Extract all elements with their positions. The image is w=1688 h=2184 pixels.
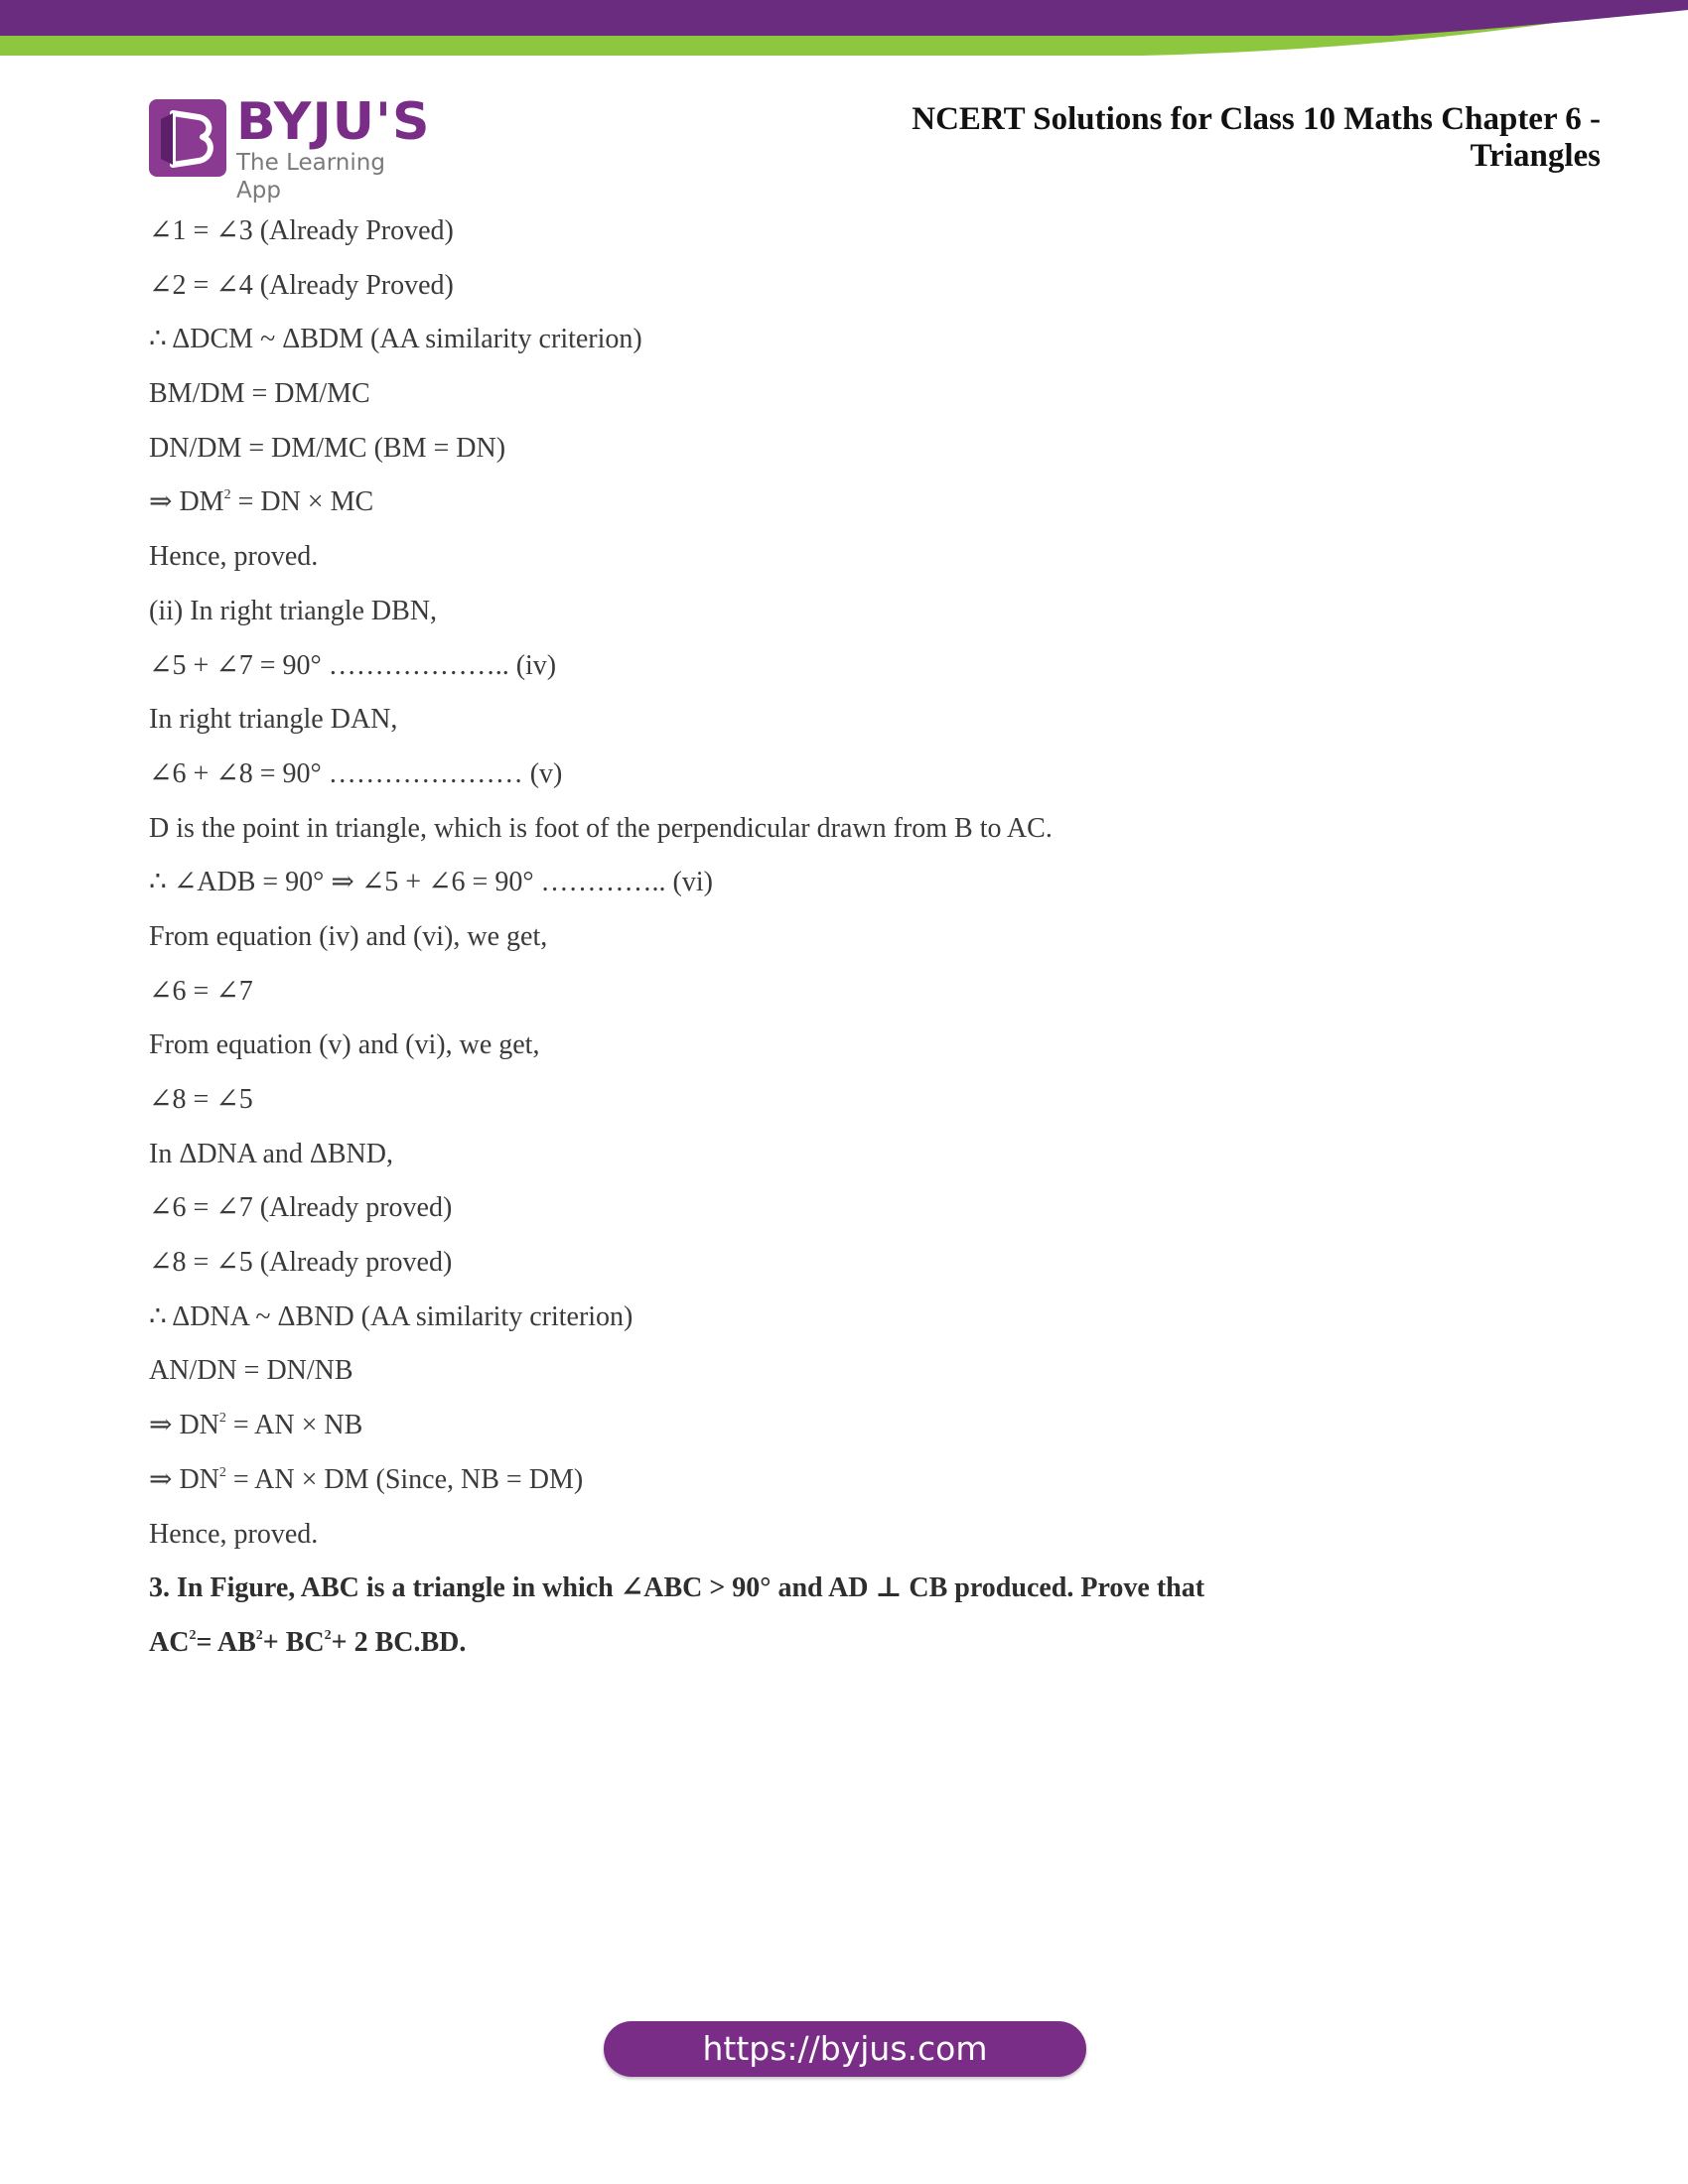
text-line: ∠2 = ∠4 (Already Proved)	[149, 269, 454, 301]
header-decorative-band	[0, 0, 1688, 60]
text-line: AN/DN = DN/NB	[149, 1355, 353, 1387]
text-line: From equation (iv) and (vi), we get,	[149, 920, 548, 952]
superscript-two: 2	[189, 1627, 197, 1643]
text-line: BM/DM = DM/MC	[149, 378, 370, 410]
text-line: In ΔDNA and ΔBND,	[149, 1138, 393, 1169]
text-line: ∠6 = ∠7 (Already proved)	[149, 1192, 453, 1224]
logo-b-mark	[149, 99, 226, 177]
website-url[interactable]: https://byjus.com	[702, 2029, 988, 2068]
text-line: ⇒ $DM^2$ = DN × MC	[149, 486, 374, 518]
text-line: ∠8 = ∠5 (Already proved)	[149, 1247, 453, 1279]
text-line: In right triangle DAN,	[149, 704, 398, 736]
text-line: ∴ ΔDNA ~ ΔBND (AA similarity criterion)	[149, 1300, 633, 1332]
question-heading-line-2: $AC^2= AB^2+ BC^2+ 2$ BC.BD.	[149, 1626, 467, 1658]
page-title	[707, 101, 1601, 175]
byjus-logo	[149, 92, 437, 204]
text-line: (ii) In right triangle DBN,	[149, 595, 438, 626]
superscript-two: 2	[218, 1464, 226, 1480]
text-line: ∠1 = ∠3 (Already Proved)	[149, 215, 454, 246]
text-line: ∴ ΔDCM ~ ΔBDM (AA similarity criterion)	[149, 324, 642, 355]
text-line: ∠6 = ∠7	[149, 975, 253, 1007]
brand-name: BYJU'S	[236, 92, 431, 152]
text-line: DN/DM = DM/MC (BM = DN)	[149, 432, 506, 464]
title-line-2: Triangles	[1470, 138, 1601, 174]
text-line: Hence, proved.	[149, 1518, 319, 1550]
text-line: ∴ ∠ADB = 90° ⇒ ∠5 + ∠6 = 90° ………….. (vi)	[149, 867, 713, 898]
text-line: ⇒ $DN^2$ = AN × DM (Since, NB = DM)	[149, 1463, 584, 1495]
text-line: From equation (v) and (vi), we get,	[149, 1029, 540, 1061]
superscript-two: 2	[218, 1411, 226, 1427]
text-line: ∠6 + ∠8 = 90° ………………… (v)	[149, 757, 563, 789]
text-line: D is the point in triangle, which is foot of the perpendicular drawn from B to AC.	[149, 812, 1053, 844]
text-line: ∠5 + ∠7 = 90° ……………….. (iv)	[149, 649, 557, 681]
question-heading-line-1: 3. In Figure, ABC is a triangle in which ∠ABC > 90° and AD ⊥ CB produced. Prove that	[149, 1572, 1205, 1604]
title-line-1: NCERT Solutions for Class 10 Maths Chapter 6 -	[912, 101, 1601, 137]
text-line: ⇒ $DN^2$ = AN × NB	[149, 1410, 363, 1441]
superscript-two: 2	[223, 487, 231, 503]
text-line: ∠8 = ∠5	[149, 1084, 253, 1115]
superscript-two: 2	[255, 1627, 263, 1643]
superscript-two: 2	[324, 1627, 332, 1643]
text-line: Hence, proved.	[149, 541, 319, 573]
solution-body	[149, 211, 1559, 1678]
brand-tagline: The Learning App	[236, 150, 385, 204]
website-link[interactable]	[604, 2021, 1086, 2077]
